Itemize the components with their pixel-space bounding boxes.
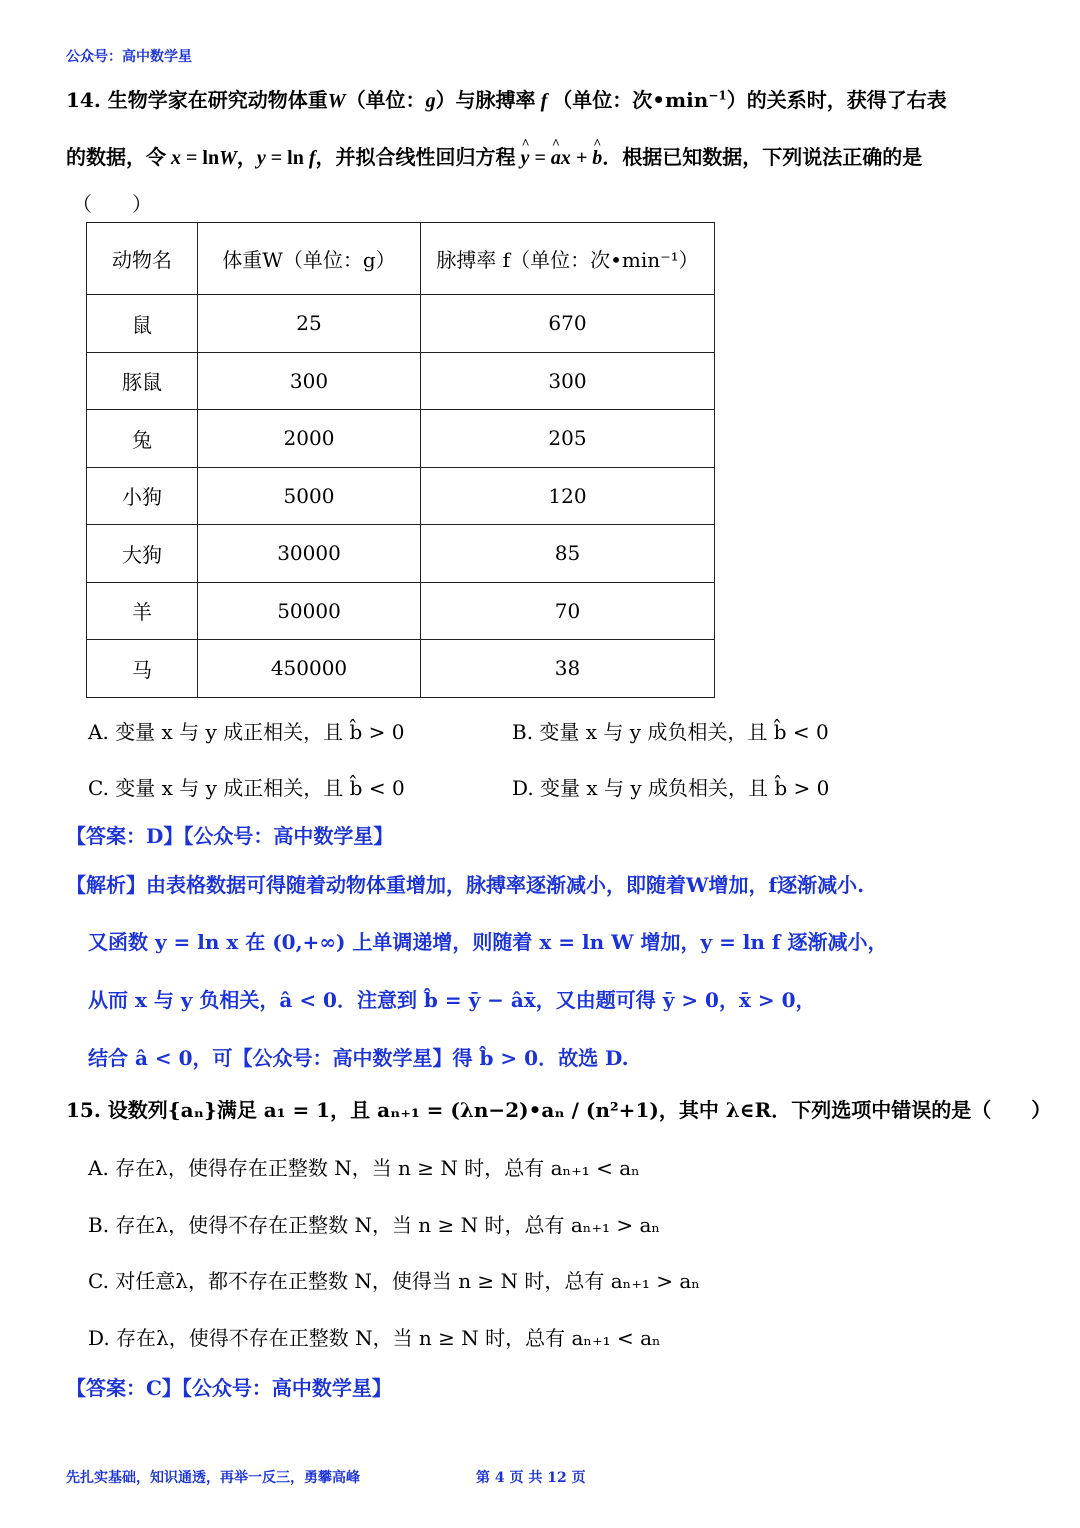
q15-option-c[interactable]: C. 对任意λ，都不存在正整数 N，使得当 n ≥ N 时，总有 aₙ₊₁ > aₙ [88, 1269, 700, 1293]
table-row [87, 467, 715, 525]
q15-option-d[interactable]: D. 存在λ，使得不存在正整数 N，当 n ≥ N 时，总有 aₙ₊₁ < aₙ [88, 1326, 661, 1350]
table-header-row [87, 223, 715, 295]
table-cell: 50000 [198, 582, 421, 640]
table-cell: 25 [198, 295, 421, 353]
table-cell: 羊 [87, 582, 198, 640]
table-cell: 小狗 [87, 467, 198, 525]
table-header: 体重W（单位：g） [198, 223, 421, 295]
table-cell: 70 [421, 582, 715, 640]
q14-answer: 【答案：D】【公众号：高中数学星】 [66, 824, 394, 848]
table-row [87, 640, 715, 698]
q14-option-a[interactable]: A. 变量 x 与 y 成正相关，且 b̂ > 0 [88, 720, 405, 744]
table-cell: 38 [421, 640, 715, 698]
table-cell: 300 [421, 352, 715, 410]
q14-analysis-line2: 又函数 y = ln x 在 (0,+∞) 上单调递增，则随着 x = ln W 增加，y = ln f 逐渐减小， [88, 930, 888, 954]
q14-paren: （ ） [72, 192, 152, 216]
footer-page-number: 第 4 页 共 12 页 [476, 1470, 586, 1486]
table-cell: 300 [198, 352, 421, 410]
table-row [87, 410, 715, 468]
table-row [87, 582, 715, 640]
table-cell: 豚鼠 [87, 352, 198, 410]
table-cell: 30000 [198, 525, 421, 583]
q14-analysis-line4: 结合 â < 0，可【公众号：高中数学星】得 b̂ > 0．故选 D. [88, 1046, 629, 1070]
table-cell: 鼠 [87, 295, 198, 353]
table-header: 动物名 [87, 223, 198, 295]
table-cell: 205 [421, 410, 715, 468]
q14-analysis-line1: 【解析】由表格数据可得随着动物体重增加，脉搏率逐渐减小，即随着W增加，f逐渐减小. [66, 873, 865, 897]
table-cell: 670 [421, 295, 715, 353]
q15-option-b[interactable]: B. 存在λ，使得不存在正整数 N，当 n ≥ N 时，总有 aₙ₊₁ > aₙ [88, 1213, 661, 1237]
table-row [87, 352, 715, 410]
table-cell: 马 [87, 640, 198, 698]
q15-answer: 【答案：C】【公众号：高中数学星】 [66, 1376, 392, 1400]
table-cell: 85 [421, 525, 715, 583]
q14-stem-line1: 14. 生物学家在研究动物体重W（单位：g）与脉搏率 f （单位：次$•\min^{-1}$）的关系时，获得了右表 [66, 88, 947, 112]
q14-data-table [86, 222, 715, 698]
table-cell: 5000 [198, 467, 421, 525]
q14-stem-line2: 的数据，令 x = lnW，y = ln f，并拟合线性回归方程 ^ y = ^ ax + ^ b．根据已知数据，下列说法正确的是 [66, 141, 922, 170]
q14-option-d[interactable]: D. 变量 x 与 y 成负相关，且 b̂ > 0 [512, 776, 830, 800]
table-cell: 2000 [198, 410, 421, 468]
table-cell: 120 [421, 467, 715, 525]
q14-option-c[interactable]: C. 变量 x 与 y 成正相关，且 b̂ < 0 [88, 776, 405, 800]
q15-stem: 15. 设数列{aₙ}满足 a₁ = 1，且 aₙ₊₁ = (λn−2)•aₙ / (n²+1)，其中 λ∈R．下列选项中错误的是（ ） [66, 1098, 1052, 1122]
q14-analysis-line3: 从而 x 与 y 负相关，â < 0．注意到 b̂ = ȳ − âx̄，又由题可得 ȳ > 0，x̄ > 0， [88, 988, 816, 1012]
table-cell: 450000 [198, 640, 421, 698]
table-header: 脉搏率 f（单位：次•min⁻¹） [421, 223, 715, 295]
table-cell: 兔 [87, 410, 198, 468]
table-row [87, 525, 715, 583]
table-cell: 大狗 [87, 525, 198, 583]
footer-slogan: 先扎实基础，知识通透，再举一反三，勇攀高峰 [66, 1470, 360, 1486]
header-source: 公众号：高中数学星 [66, 49, 192, 65]
q14-option-b[interactable]: B. 变量 x 与 y 成负相关，且 b̂ < 0 [512, 720, 829, 744]
q15-option-a[interactable]: A. 存在λ，使得存在正整数 N，当 n ≥ N 时，总有 aₙ₊₁ < aₙ [88, 1156, 640, 1180]
table-row [87, 295, 715, 353]
